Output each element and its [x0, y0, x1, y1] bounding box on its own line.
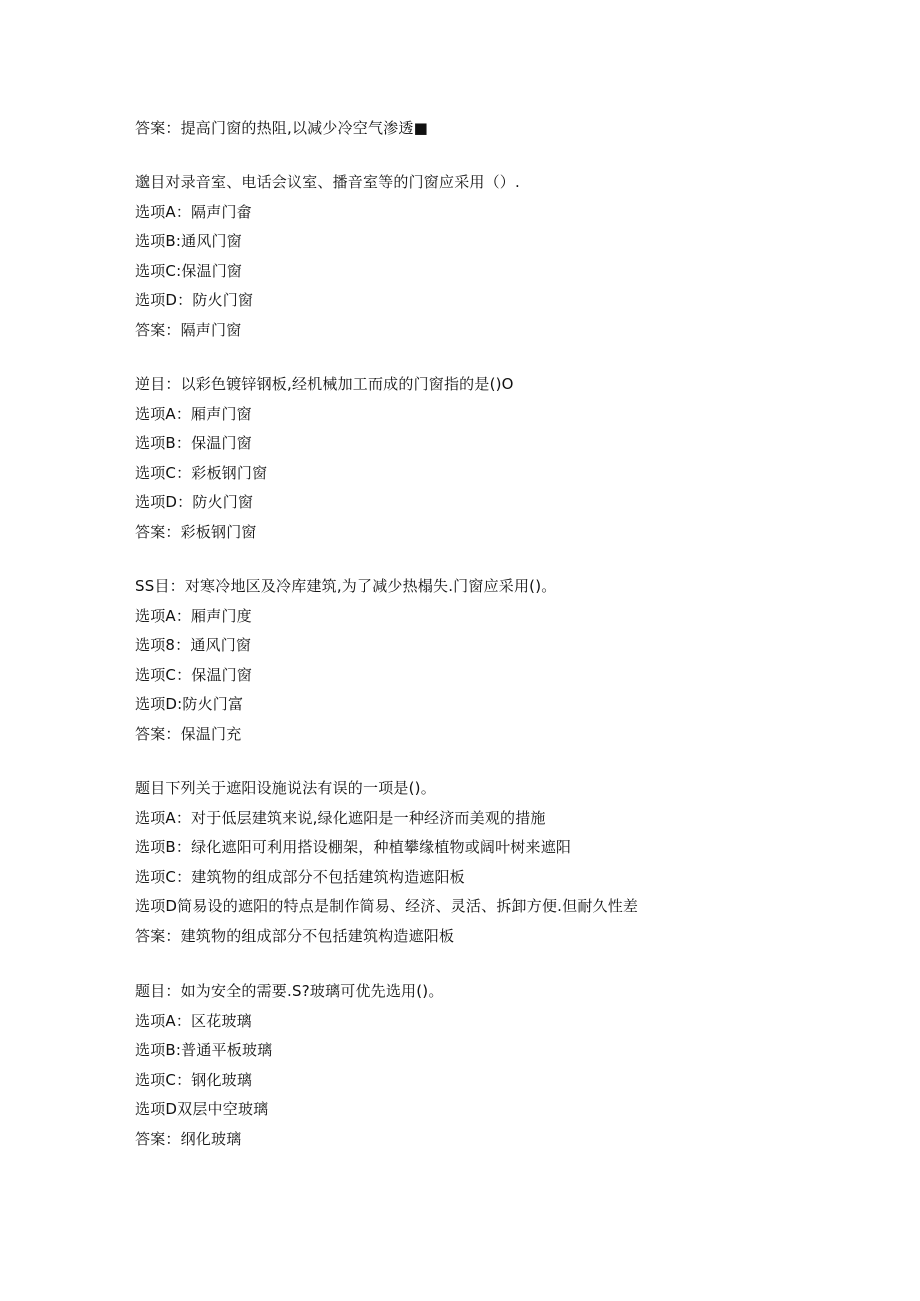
- option-line: 选项8：通风门窗: [135, 636, 252, 654]
- option-line: 选项A：区花玻璃: [135, 1012, 252, 1030]
- option-line: 选项B：保温门窗: [135, 434, 252, 452]
- option-line: 选项D：防火门窗: [135, 493, 254, 511]
- question-line: SS目：对寒冷地区及冷库建筑,为了减少热榻失.门窗应采用()。: [135, 577, 557, 595]
- question-line: 题目下列关于遮阳设施说法有误的一项是()。: [135, 779, 436, 797]
- option-line: 选项C：保温门窗: [135, 666, 253, 684]
- answer-line: 答案：彩板钢门窗: [135, 523, 257, 541]
- option-line: 选项A：厢声门窗: [135, 405, 252, 423]
- answer-line: 答案：纲化玻璃: [135, 1130, 242, 1148]
- option-line: 选项B:普通平板玻璃: [135, 1041, 273, 1059]
- option-line: 选项B:通风门窗: [135, 232, 242, 250]
- option-line: 选项D:防火门富: [135, 695, 244, 713]
- option-line: 选项B：绿化遮阳可利用搭设棚架，种植攀缘植物或阔叶树来遮阳: [135, 838, 572, 856]
- answer-line: 答案：建筑物的组成部分不包括建筑构造遮阳板: [135, 927, 455, 945]
- option-line: 选项D双层中空玻璃: [135, 1100, 269, 1118]
- option-line: 选项C：彩板钢门窗: [135, 464, 268, 482]
- option-line: 选项D：防火门窗: [135, 291, 254, 309]
- option-line: 选项A：对于低层建筑来说,绿化遮阳是一种经济而美观的措施: [135, 809, 546, 827]
- question-line: 邈目对录音室、电话会议室、播音室等的门窗应采用（）.: [135, 173, 520, 191]
- answer-line: 答案：提高门窗的热阻,以减少冷空气渗透■: [135, 119, 428, 137]
- option-line: 选项C:保温门窗: [135, 262, 243, 280]
- option-line: 选项A：厢声门度: [135, 607, 252, 625]
- option-line: 选项C：建筑物的组成部分不包括建筑构造遮阳板: [135, 868, 465, 886]
- question-line: 逆目：以彩色镀锌钢板,经机械加工而成的门窗指的是()O: [135, 375, 514, 393]
- option-line: 选项A：隔声门畲: [135, 203, 252, 221]
- answer-line: 答案：保温门充: [135, 725, 242, 743]
- option-line: 选项D简易设的遮阳的特点是制作简易、经济、灵活、拆卸方便.但耐久性差: [135, 897, 639, 915]
- option-line: 选项C：钢化玻璃: [135, 1071, 253, 1089]
- answer-line: 答案：隔声门窗: [135, 321, 242, 339]
- question-line: 题目：如为安全的需要.S?玻璃可优先选用()。: [135, 982, 444, 1000]
